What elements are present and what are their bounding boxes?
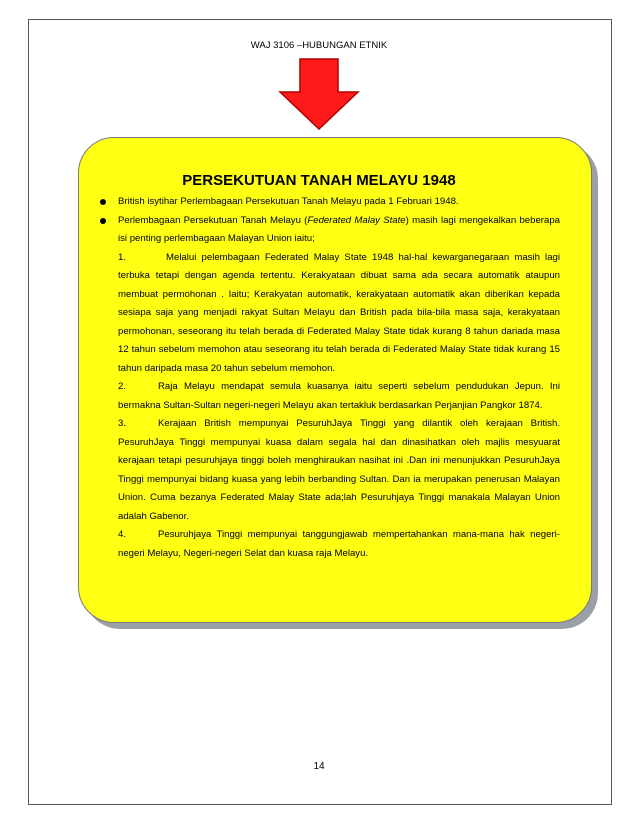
numbered-list bbox=[90, 249, 560, 564]
page-number: 14 bbox=[313, 761, 325, 772]
list-text: Raja Melayu mendapat semula kuasanya iaitu seperti sebelum pendudukan Jepun. Ini bermakna Sultan-Sultan negeri-negeri Melayu akan tertakluk berdasarkan Perjanjian Pangkor 1874. bbox=[118, 381, 560, 411]
bullet-text-part: Perlembagaan Persekutuan Tanah Melayu ( bbox=[118, 214, 308, 226]
bullet-text-italic: Federated Malay State bbox=[307, 214, 406, 226]
page-header: WAJ 3106 –HUBUNGAN ETNIK bbox=[250, 40, 388, 51]
bullet-text-part: ) masih lagi mengekalkan beberapa isi penting perlembagaan Malayan Union iaitu; bbox=[118, 214, 560, 244]
list-number: 2. bbox=[118, 381, 127, 392]
list-item bbox=[118, 378, 560, 415]
list-number: 3. bbox=[118, 418, 127, 429]
list-number: 4. bbox=[118, 529, 127, 540]
list-text: Melalui pelembagaan Federated Malay State 1948 hal-hal kewarganegaraan masih lagi terbuka tetapi dengan agenda tertentu. Kerakyataan dibuat sama ada secara automatik ataupun membuat permohonan . Iaitu; Kerakyatan automatik, kerakyataan automatik akan diberikan kepada sesiapa saja yang menjadi rakyat Sultan Melayu dan British pada bila-bila masa saja, kerakyataan permohonan, seseorang itu telah berada di Federated Malay State tidak kurang 8 tahun dariada masa 12 tahun sebelum memohon atau seseorang itu telah berada di Federated Malay State tidak kurang 15 tahun daripada masa 20 tahun sebelum memohon. bbox=[118, 251, 560, 374]
panel-title: PERSEKUTUAN TANAH MELAYU 1948 bbox=[182, 172, 456, 189]
list-text: Kerajaan British mempunyai PesuruhJaya Tinggi yang dilantik oleh kerajaan British. PesuruhJaya Tinggi mempunyai kuasa dalam segala hal dan dinasihatkan oleh majlis mesyuarat kerajaan tetapi pesuruhjaya tinggi boleh menghiraukan nasihat ini .Dan ini menunjukkan PesuruhJaya Tinggi mempunyai bidang kuasa yang lebih berbanding Sultan. Dan ia merupakan penerusan Malayan Union. Cuma bezanya Federated Malay State ada;lah Pesuruhjaya Tinggi manakala Malayan Union adalah Gabenor. bbox=[118, 418, 560, 522]
bullet-dot-icon bbox=[100, 218, 106, 224]
list-text: Pesuruhjaya Tinggi mempunyai tanggungjawab mempertahankan mana-mana hak negeri-negeri Melayu, Negeri-negeri Selat dan kuasa raja Melayu. bbox=[118, 529, 560, 559]
list-item bbox=[118, 526, 560, 563]
list-item bbox=[118, 415, 560, 526]
bullet-item bbox=[90, 193, 560, 212]
bullet-dot-icon bbox=[100, 199, 106, 205]
bullet-item bbox=[90, 212, 560, 249]
down-arrow-icon bbox=[278, 58, 360, 130]
list-item bbox=[118, 249, 560, 379]
list-number: 1. bbox=[118, 251, 127, 263]
bullet-text: British isytihar Perlembagaan Persekutuan Tanah Melayu pada 1 Februari 1948. bbox=[118, 196, 459, 207]
panel-content bbox=[90, 193, 560, 563]
